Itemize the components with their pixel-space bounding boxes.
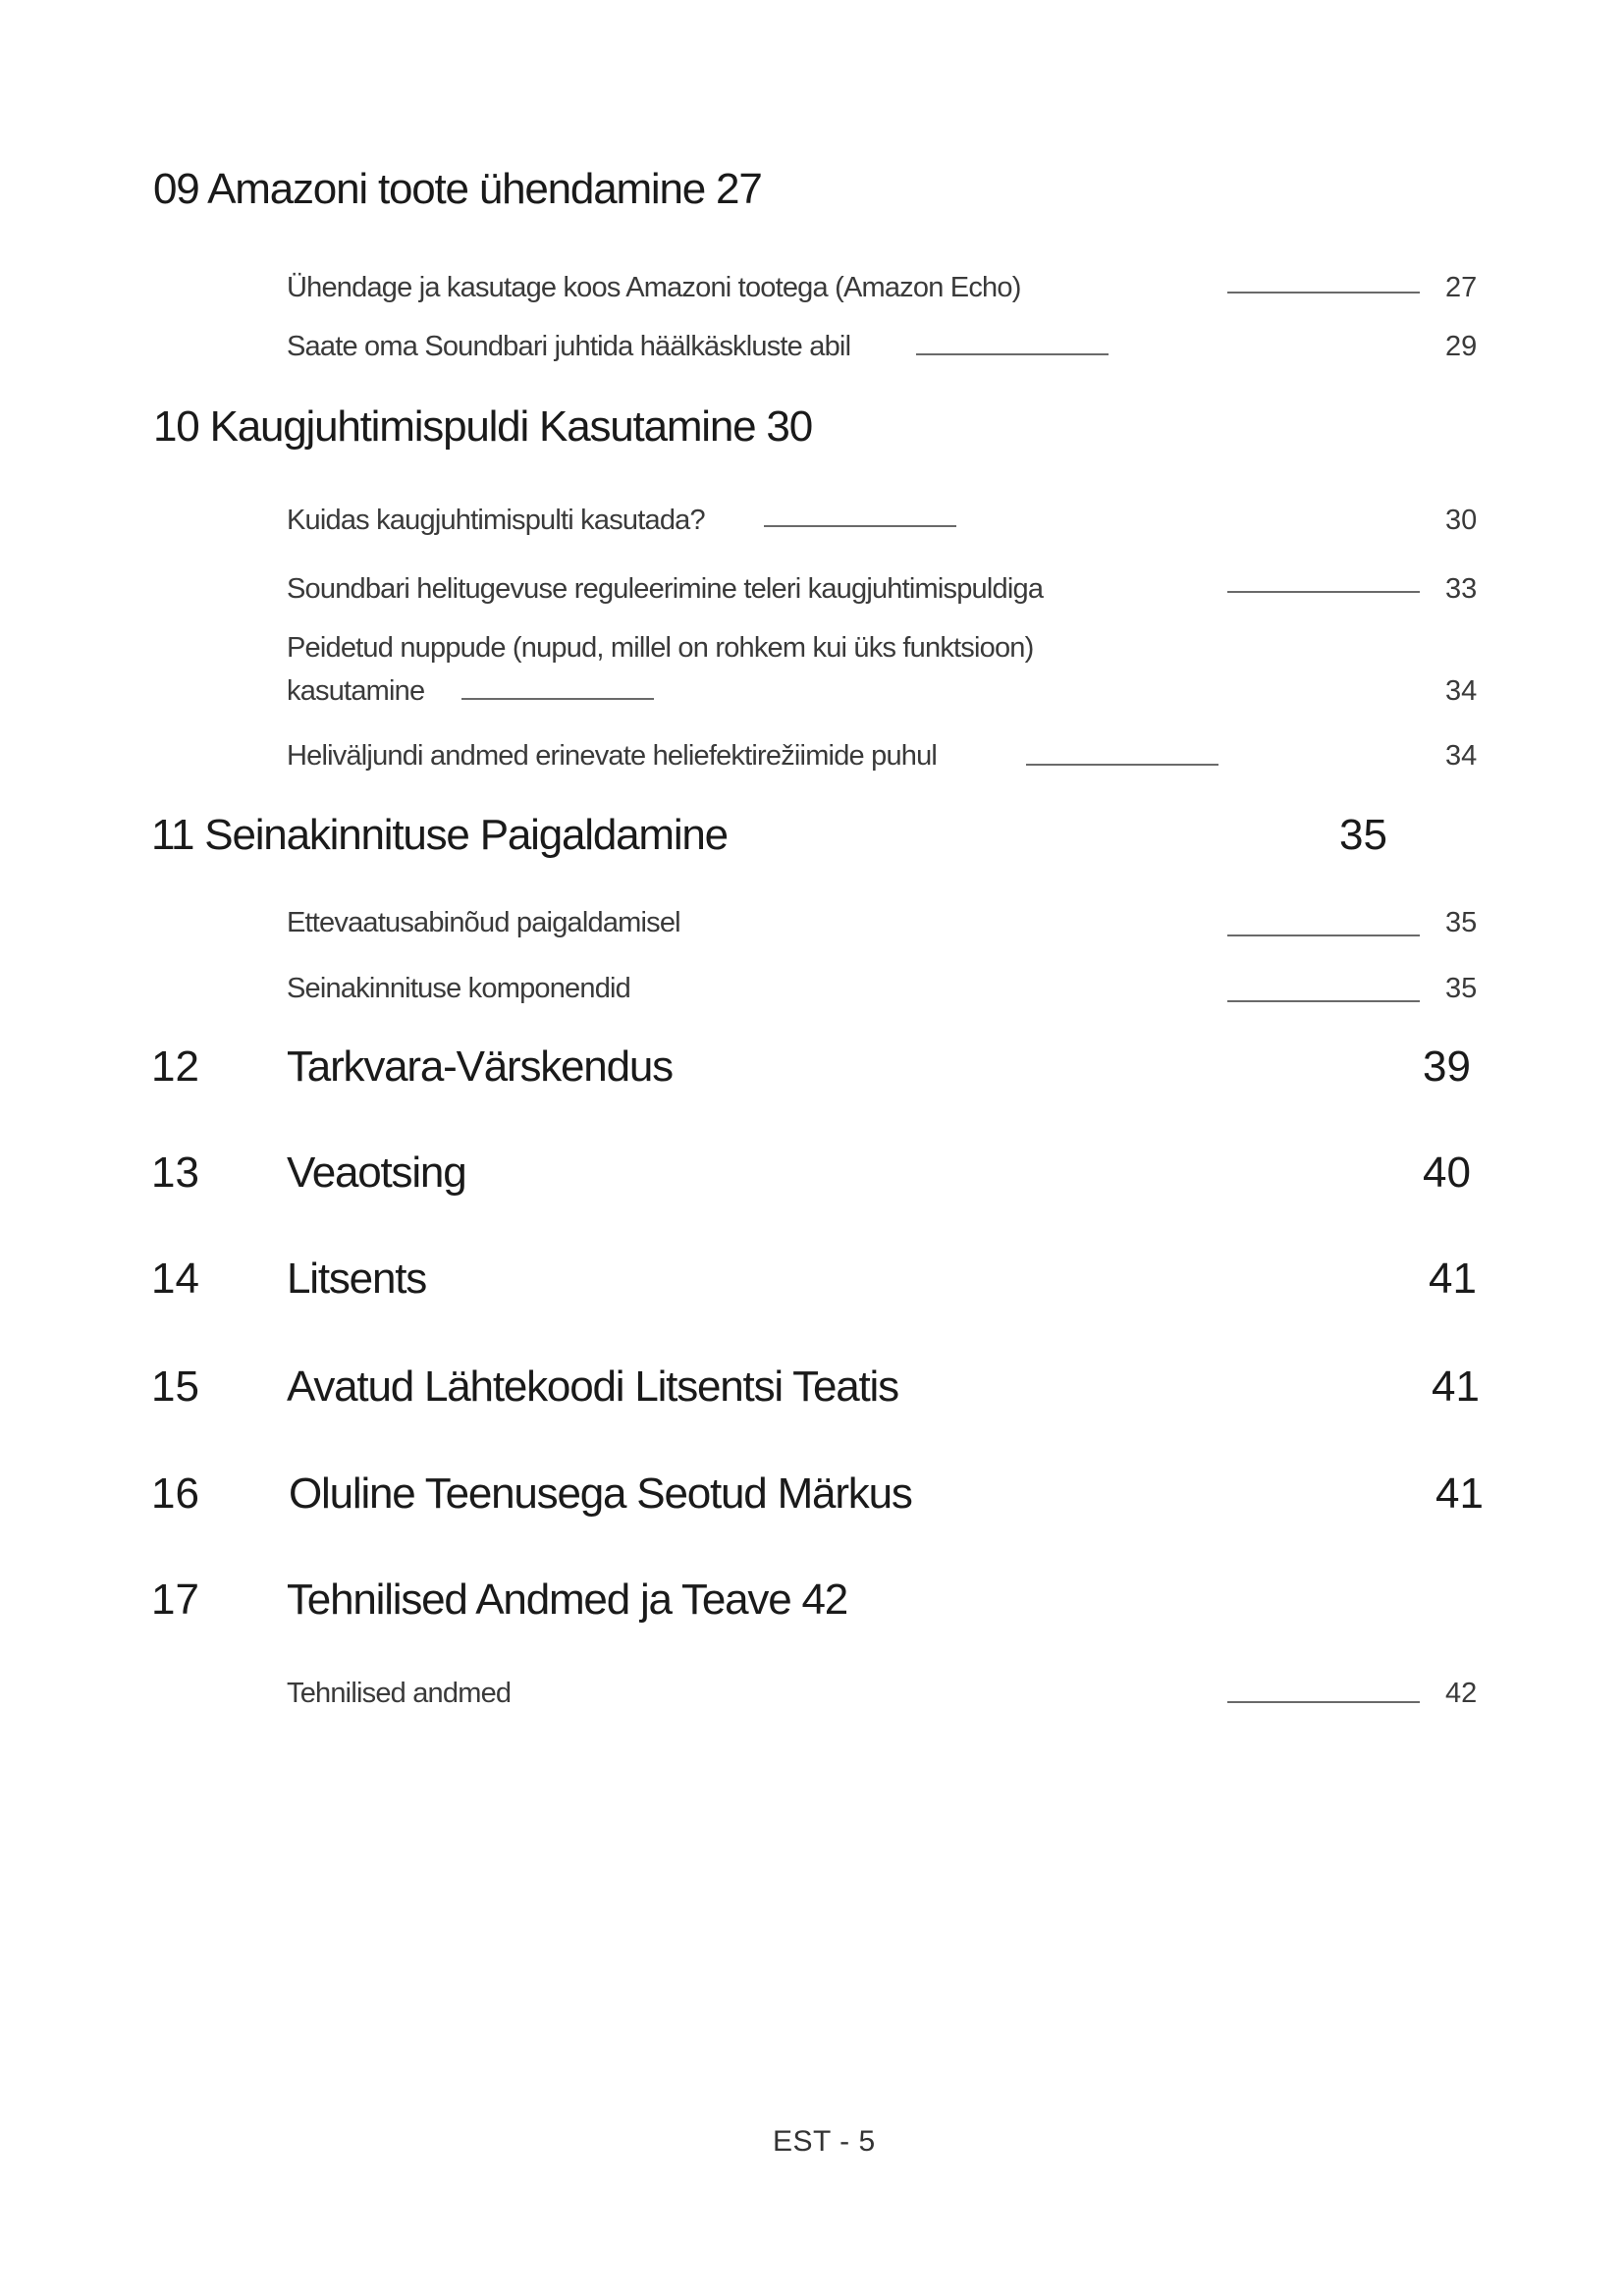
toc-entry-page: 30 [1445,505,1478,536]
section-page-15: 41 [1432,1362,1480,1411]
toc-entry-label[interactable]: Ettevaatusabinõud paigaldamisel [287,907,680,938]
leader-line [1026,764,1218,766]
toc-entry-label[interactable]: Kuidas kaugjuhtimispulti kasutada? [287,505,705,536]
section-heading-10: 10 Kaugjuhtimispuldi Kasutamine 30 [153,402,812,451]
toc-entry-page: 29 [1445,331,1478,362]
section-title-13[interactable]: Veaotsing [287,1148,466,1197]
section-page-14: 41 [1429,1255,1477,1303]
leader-line [1227,1701,1420,1703]
page-number-footer: EST - 5 [773,2125,876,2158]
toc-entry-page: 34 [1445,740,1478,772]
toc-entry-label[interactable]: Seinakinnituse komponendid [287,973,631,1004]
toc-entry-page: 42 [1445,1678,1478,1709]
toc-entry-page: 34 [1445,675,1478,707]
section-page-12: 39 [1423,1042,1471,1091]
toc-entry-label[interactable]: Ühendage ja kasutage koos Amazoni tootega (Amazon Echo) [287,272,1021,303]
section-number-15: 15 [151,1362,199,1411]
leader-line [1227,934,1420,936]
leader-line [1227,591,1420,593]
toc-entry-page: 35 [1445,973,1478,1004]
toc-entry-label[interactable]: Tehnilised andmed [287,1678,512,1709]
section-title-12[interactable]: Tarkvara-Värskendus [287,1042,673,1091]
toc-entry-label[interactable]: Soundbari helitugevuse reguleerimine teleri kaugjuhtimispuldiga [287,573,1044,605]
leader-line [1227,292,1420,294]
section-title-15[interactable]: Avatud Lähtekoodi Litsentsi Teatis [287,1362,898,1411]
section-number-12: 12 [151,1042,199,1091]
section-number-13: 13 [151,1148,199,1197]
leader-line [916,353,1109,355]
section-title-16[interactable]: Oluline Teenusega Seotud Märkus [289,1469,912,1518]
leader-line [764,525,956,527]
toc-entry-page: 35 [1445,907,1478,938]
section-page-16: 41 [1435,1469,1484,1518]
toc-entry-page: 27 [1445,272,1478,303]
toc-entry-label[interactable]: Heliväljundi andmed erinevate heliefektirežiimide puhul [287,740,938,772]
leader-line [461,698,654,700]
section-number-14: 14 [151,1255,199,1303]
section-number-16: 16 [151,1469,199,1518]
section-heading-09: 09 Amazoni toote ühendamine 27 [153,165,762,213]
leader-line [1227,1000,1420,1002]
section-title-17[interactable]: Tehnilised Andmed ja Teave 42 [287,1575,848,1624]
toc-entry-page: 33 [1445,573,1478,605]
section-title-14[interactable]: Litsents [287,1255,427,1303]
section-number-17: 17 [151,1575,199,1624]
toc-entry-label[interactable]: Saate oma Soundbari juhtida häälkäskluste abil [287,331,851,362]
section-heading-11: 11 Seinakinnituse Paigaldamine [151,811,728,859]
toc-entry-label-line2[interactable]: kasutamine [287,675,425,707]
section-page-11: 35 [1339,811,1387,859]
toc-entry-label-line1[interactable]: Peidetud nuppude (nupud, millel on rohkem kui üks funktsioon) [287,632,1034,664]
section-page-13: 40 [1423,1148,1471,1197]
